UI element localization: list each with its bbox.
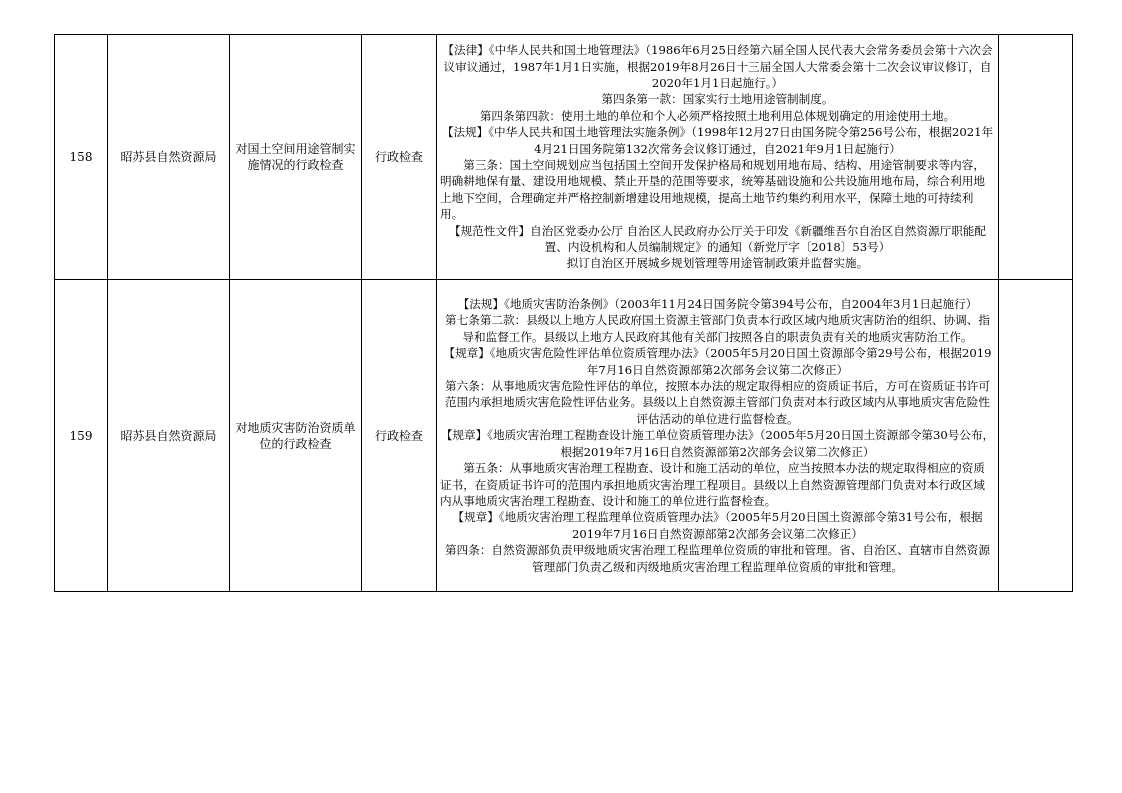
department-cell: 昭苏县自然资源局 bbox=[108, 35, 230, 280]
basis-paragraph: 【规范性文件】自治区党委办公厅 自治区人民政府办公厅关于印发《新疆维吾尔自治区自然资源厅职能配置、内设机构和人员编制规定》的通知（新党厅字〔2018〕53号） bbox=[448, 223, 986, 255]
basis-paragraph: 【规章】《地质灾害治理工程监理单位资质管理办法》（2005年5月20日国土资源部令第31号公布，根据2019年7月16日自然资源部第2次部务会议第二次修正） bbox=[452, 510, 983, 541]
regulation-table bbox=[54, 34, 1073, 592]
basis-paragraph: 第五条：从事地质灾害治理工程勘查、设计和施工活动的单位，应当按照本办法的规定取得相应的资质证书，在资质证书许可的范围内承担地质灾害治理工程项目。县级以上自然资源管理部门负责对本行政区域内从事地质灾害治理工程勘查、设计和施工的单位进行监督检查。 bbox=[440, 461, 985, 508]
basis-paragraph: 【法规】《中华人民共和国土地管理法实施条例》（1998年12月27日由国务院令第256号公布，根据2021年4月21日国务院第132次常务会议修订通过，自2021年9月1日起施行） bbox=[441, 125, 994, 156]
row-number: 158 bbox=[55, 35, 108, 280]
basis-paragraph: 第七条第二款：县级以上地方人民政府国土资源主管部门负责本行政区域内地质灾害防治的组织、协调、指导和监督工作。县级以上地方人民政府其他有关部门按照各自的职责负责有关的地质灾害防治工作。 bbox=[445, 313, 990, 344]
remarks-cell bbox=[999, 35, 1073, 280]
basis-paragraph: 第三条：国土空间规划应当包括国土空间开发保护格局和规划用地布局、结构、用途管制要求等内容，明确耕地保有量、建设用地规模、禁止开垦的范围等要求，统筹基础设施和公共设施用地布局，综合利用地上地下空间，合理确定并严格控制新增建设用地规模，提高土地节约集约利用水平，保障土地的可持续利用。 bbox=[440, 158, 985, 222]
remarks-cell bbox=[999, 280, 1073, 592]
table-row bbox=[55, 35, 1073, 280]
legal-basis-cell bbox=[437, 280, 999, 592]
basis-paragraph: 第四条第四款：使用土地的单位和个人必须严格按照土地利用总体规划确定的用途使用土地。 bbox=[479, 108, 956, 123]
department-cell: 昭苏县自然资源局 bbox=[108, 280, 230, 592]
basis-paragraph: 拟订自治区开展城乡规划管理等用途管制政策并监督实施。 bbox=[566, 256, 869, 271]
inspection-type-cell: 行政检查 bbox=[362, 35, 437, 280]
basis-paragraph: 第四条第一款：国家实行土地用途管制制度。 bbox=[601, 92, 834, 107]
basis-paragraph: 【规章】《地质灾害治理工程勘查设计施工单位资质管理办法》（2005年5月20日国土资源部令第30号公布，根据2019年7月16日自然资源部第2次部务会议第二次修正） bbox=[440, 428, 995, 459]
table-row bbox=[55, 280, 1073, 592]
basis-paragraph: 【规章】《地质灾害危险性评估单位资质管理办法》（2005年5月20日国土资源部令第29号公布，根据2019年7月16日自然资源部第2次部务会议第二次修正） bbox=[443, 346, 992, 377]
row-number: 159 bbox=[55, 280, 108, 592]
legal-basis-cell bbox=[437, 35, 999, 280]
inspection-item-cell: 对地质灾害防治资质单位的行政检查 bbox=[230, 280, 362, 592]
basis-paragraph: 【法律】《中华人民共和国土地管理法》（1986年6月25日经第六届全国人民代表大会常务委员会第十六次会议审议通过，1987年1月1日实施，根据2019年8月26日十三届全国人大常委会第十二次会议审议修订，自2020年1月1日起施行。） bbox=[442, 43, 993, 90]
inspection-type-cell: 行政检查 bbox=[362, 280, 437, 592]
basis-paragraph: 第四条：自然资源部负责甲级地质灾害治理工程监理单位资质的审批和管理。省、自治区、直辖市自然资源管理部门负责乙级和丙级地质灾害治理工程监理单位资质的审批和管理。 bbox=[445, 543, 990, 574]
inspection-item-cell: 对国土空间用途管制实施情况的行政检查 bbox=[230, 35, 362, 280]
basis-paragraph: 【法规】《地质灾害防治条例》（2003年11月24日国务院令第394号公布，自2004年3月1日起施行） bbox=[457, 297, 978, 312]
basis-paragraph: 第六条：从事地质灾害危险性评估的单位，按照本办法的规定取得相应的资质证书后，方可在资质证书许可范围内承担地质灾害危险性评估业务。县级以上自然资源主管部门负责对本行政区域内从事地质灾害危险性评估活动的单位进行监督检查。 bbox=[445, 379, 990, 426]
